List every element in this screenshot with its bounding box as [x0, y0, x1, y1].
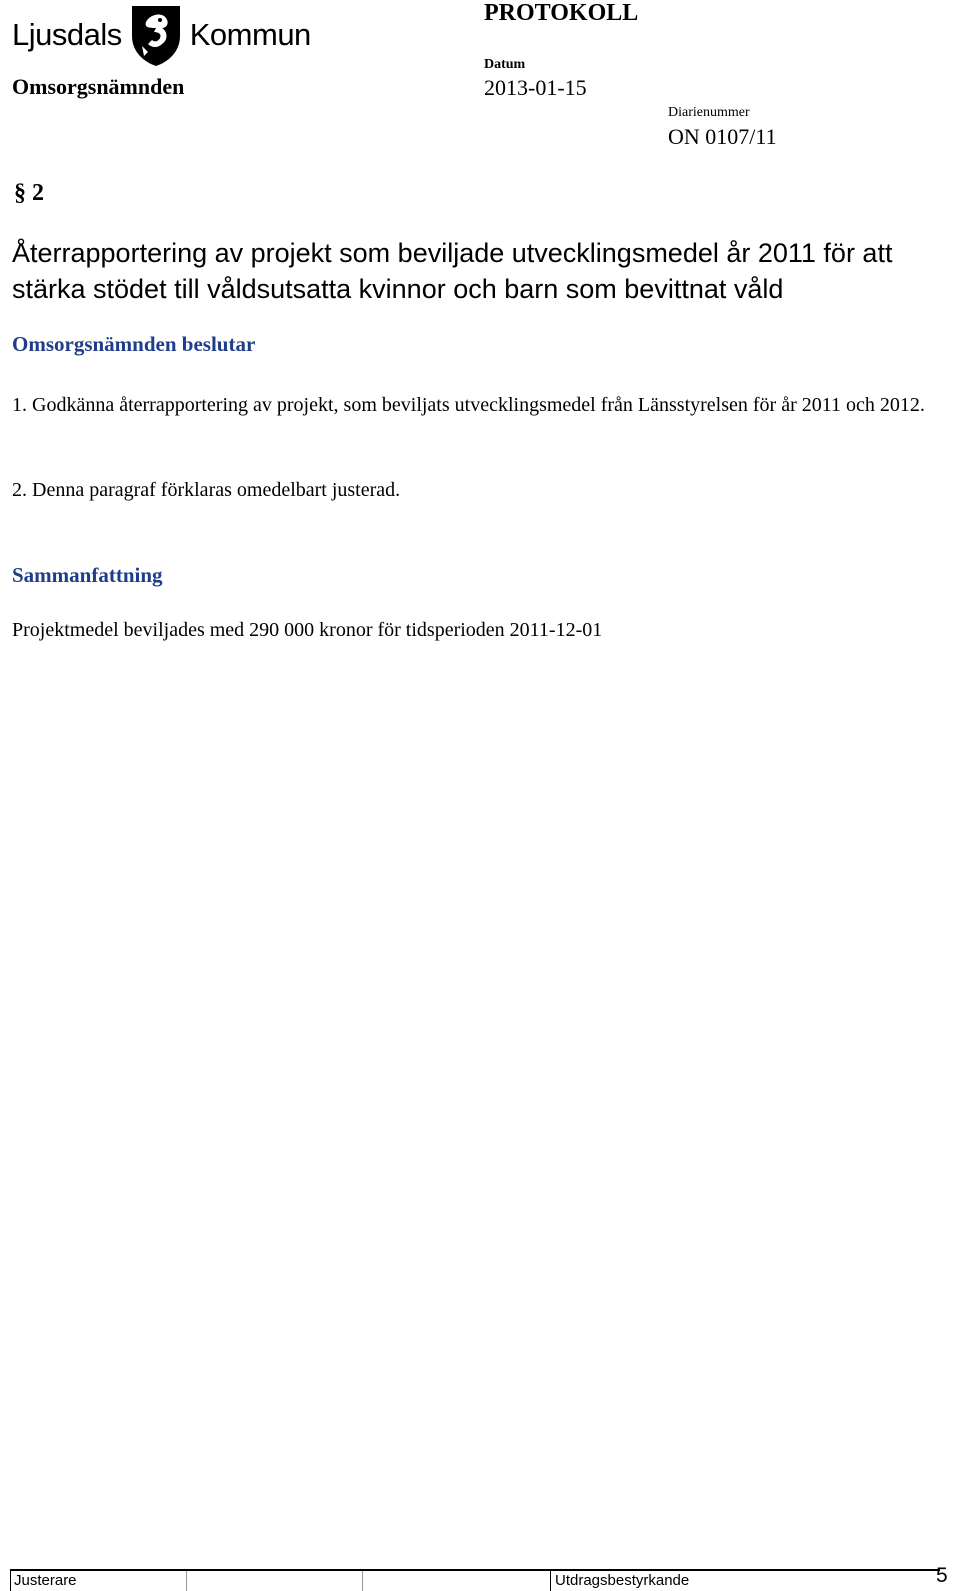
committee-name: Omsorgsnämnden — [12, 74, 185, 99]
footer-cell-divider — [550, 1571, 551, 1591]
section-title: Återrapportering av projekt som beviljade utvecklingsmedel år 2011 för att stärka stödet till våldsutsatta kvinnor och barn som bevittnat våld — [12, 238, 893, 304]
logo-text-right: Kommun — [189, 17, 311, 52]
registration-number-value: ON 0107/11 — [668, 124, 777, 149]
footer-certification-label: Utdragsbestyrkande — [555, 1572, 690, 1589]
decision-item-2: 2. Denna paragraf förklaras omedelbart justerad. — [12, 479, 401, 501]
summary-heading: Sammanfattning — [12, 563, 163, 587]
date-value: 2013-01-15 — [484, 75, 587, 100]
document-type: PROTOKOLL — [484, 0, 639, 26]
page-number: 5 — [936, 1564, 948, 1587]
footer-cell-divider — [186, 1571, 187, 1591]
footer-signature-box — [10, 1571, 941, 1591]
summary-text: Projektmedel beviljades med 290 000 kronor för tidsperioden 2011-12-01 — [12, 619, 603, 641]
registration-number-label: Diarienummer — [668, 105, 750, 120]
decision-heading: Omsorgsnämnden beslutar — [12, 332, 256, 356]
municipality-logo — [12, 2, 311, 68]
coat-of-arms-icon — [128, 2, 184, 68]
date-label: Datum — [484, 57, 526, 72]
paragraph-number: § 2 — [14, 180, 44, 206]
footer-justerare-label: Justerare — [14, 1572, 77, 1589]
logo-text-left: Ljusdals — [12, 17, 122, 52]
footer-cell-divider — [362, 1571, 363, 1591]
decision-item-1: 1. Godkänna återrapportering av projekt, som beviljats utvecklingsmedel från Länsstyrelsen för år 2011 och 2012. — [12, 394, 925, 416]
